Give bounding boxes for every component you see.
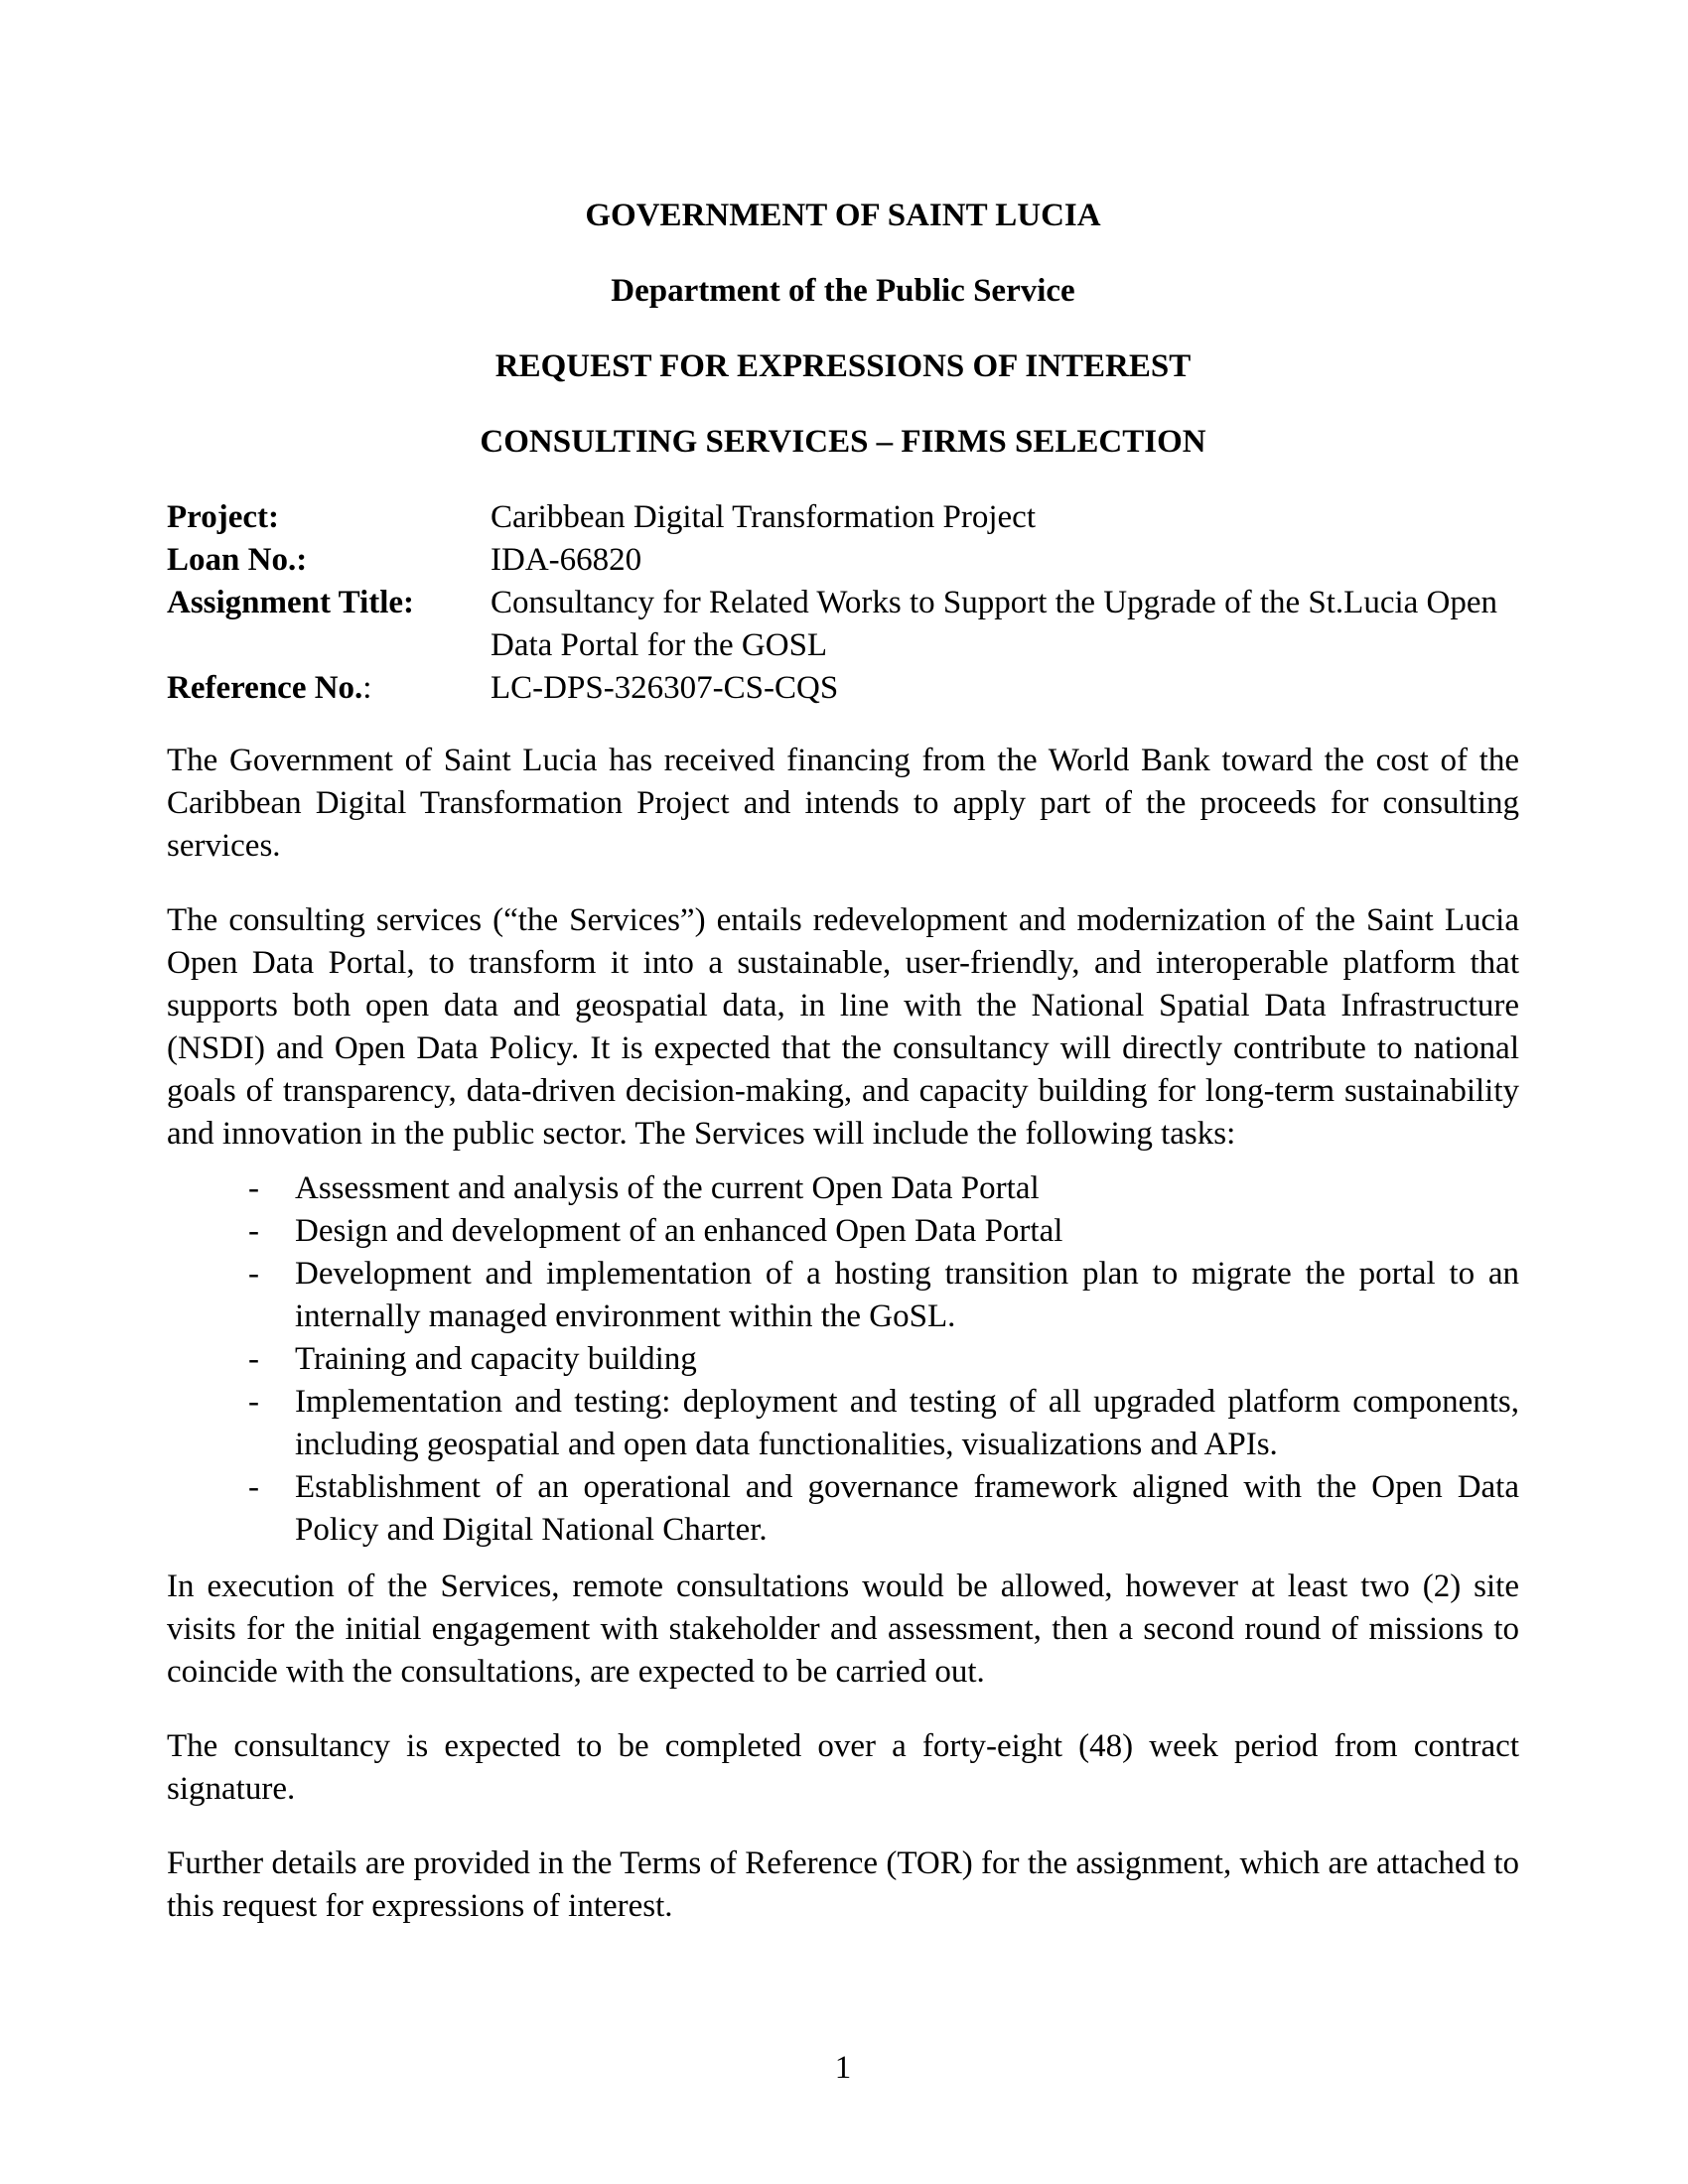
project-info-fields bbox=[167, 496, 1519, 710]
task-item bbox=[167, 1466, 1519, 1552]
bullet-marker: - bbox=[248, 1384, 259, 1420]
field-label-project: Project: bbox=[167, 499, 279, 535]
task-text: Design and development of an enhanced Open Data Portal bbox=[295, 1213, 1063, 1249]
field-value-loan-no: IDA-66820 bbox=[491, 542, 642, 578]
document-header bbox=[167, 195, 1519, 496]
field-row-project bbox=[167, 496, 1519, 539]
task-item bbox=[167, 1167, 1519, 1210]
government-title: GOVERNMENT OF SAINT LUCIA bbox=[585, 198, 1101, 233]
request-title: REQUEST FOR EXPRESSIONS OF INTEREST bbox=[494, 348, 1192, 384]
task-text: Training and capacity building bbox=[295, 1341, 697, 1377]
bullet-marker: - bbox=[248, 1469, 259, 1505]
task-item bbox=[167, 1210, 1519, 1253]
paragraph-site-visits: In execution of the Services, remote consultations would be allowed, however at least two (2) site visits for the initial engagement with stakeholder and assessment, then a second round of missions to coincide with the consultations, are expected to be carried out. bbox=[167, 1569, 1519, 1690]
task-text: Establishment of an operational and governance framework aligned with the Open Data Policy and Digital National Charter. bbox=[295, 1469, 1519, 1548]
task-item bbox=[167, 1381, 1519, 1466]
field-value-assignment-title: Consultancy for Related Works to Support the Upgrade of the St.Lucia Open Data Portal for the GOSL bbox=[491, 585, 1498, 663]
paragraph-services-scope: The consulting services (“the Services”) entails redevelopment and modernization of the Saint Lucia Open Data Portal, to transform it into a sustainable, user-friendly, and interoperable platform that supports both open data and geospatial data, in line with the National Spatial Data Infrastructure (NSDI) and Open Data Policy. It is expected that the consultancy will directly contribute to national goals of transparency, data-driven decision-making, and capacity building for long-term sustainability and innovation in the public sector. The Services will include the following tasks: bbox=[167, 902, 1519, 1152]
bullet-marker: - bbox=[248, 1256, 259, 1292]
field-row-reference-no bbox=[167, 667, 1519, 710]
field-value-project: Caribbean Digital Transformation Project bbox=[491, 499, 1036, 535]
bullet-marker: - bbox=[248, 1213, 259, 1249]
bullet-marker: - bbox=[248, 1170, 259, 1206]
page-footer bbox=[167, 2047, 1519, 2090]
task-text: Implementation and testing: deployment and testing of all upgraded platform components, including geospatial and open data functionalities, visualizations and APIs. bbox=[295, 1384, 1519, 1462]
task-item bbox=[167, 1338, 1519, 1381]
task-text: Development and implementation of a hosting transition plan to migrate the portal to an internally managed environment within the GoSL. bbox=[295, 1256, 1519, 1334]
task-item bbox=[167, 1253, 1519, 1338]
field-row-assignment-title bbox=[167, 582, 1519, 667]
selection-subtitle: CONSULTING SERVICES – FIRMS SELECTION bbox=[480, 424, 1206, 460]
department-title: Department of the Public Service bbox=[611, 273, 1075, 309]
bullet-marker: - bbox=[248, 1341, 259, 1377]
field-label-reference-no: Reference No.: bbox=[167, 670, 372, 706]
field-value-reference-no: LC-DPS-326307-CS-CQS bbox=[491, 670, 839, 706]
field-row-loan-no bbox=[167, 539, 1519, 582]
task-text: Assessment and analysis of the current Open Data Portal bbox=[295, 1170, 1040, 1206]
tasks-list bbox=[167, 1167, 1519, 1552]
paragraph-further-details: Further details are provided in the Terms of Reference (TOR) for the assignment, which are attached to this request for expressions of interest. bbox=[167, 1845, 1519, 1924]
field-label-assignment-title: Assignment Title: bbox=[167, 585, 415, 620]
paragraph-financing: The Government of Saint Lucia has received financing from the World Bank toward the cost of the Caribbean Digital Transformation Project and intends to apply part of the proceeds for consulting services. bbox=[167, 743, 1519, 864]
field-label-loan-no: Loan No.: bbox=[167, 542, 308, 578]
paragraph-duration: The consultancy is expected to be completed over a forty-eight (48) week period from contract signature. bbox=[167, 1728, 1519, 1807]
page-number: 1 bbox=[834, 2050, 852, 2086]
